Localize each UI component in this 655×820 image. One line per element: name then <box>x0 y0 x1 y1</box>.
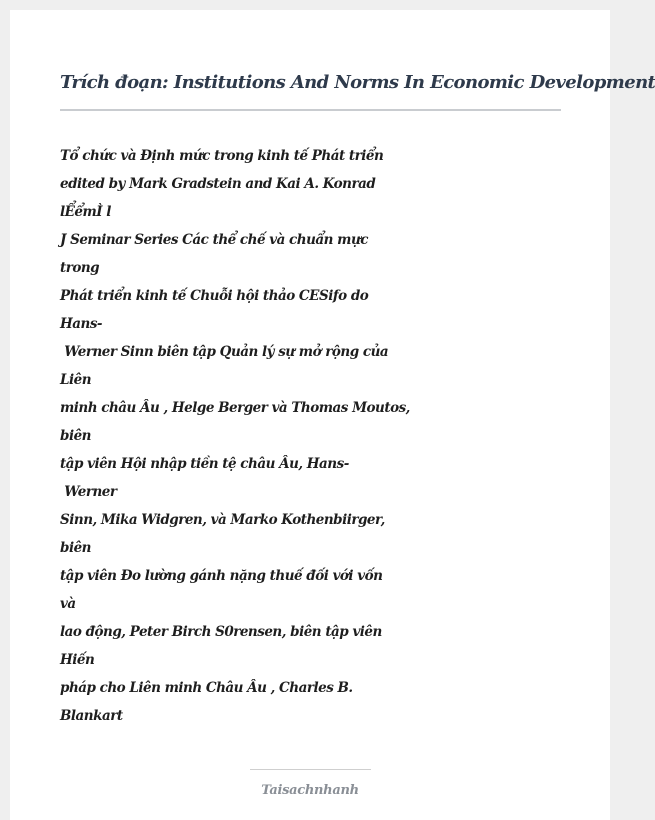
text-line: biên <box>60 540 91 556</box>
text-line: J Seminar Series Các thể chế và chuẩn mực <box>60 232 368 248</box>
text-line: lao động, Peter Birch S0rensen, biên tập viên <box>60 624 382 640</box>
text-line: Hiến <box>60 652 95 668</box>
text-line: Phát triển kinh tế Chuỗi hội thảo CESifo do <box>60 288 369 304</box>
text-line: Blankart <box>60 708 123 724</box>
page-title: Trích đoạn: Institutions And Norms In Economic Development <box>60 72 655 93</box>
text-line: Sinn, Mika Widgren, và Marko Kothenbiirger, <box>60 512 385 528</box>
text-line: minh châu Âu , Helge Berger và Thomas Moutos, <box>60 400 410 416</box>
text-line: biên <box>60 428 91 444</box>
text-line: lỂểmÌ l <box>60 204 111 220</box>
text-line: tập viên Hội nhập tiền tệ châu Âu, Hans- <box>60 456 349 472</box>
text-line: tập viên Đo lường gánh nặng thuế đối với vốn <box>60 568 383 584</box>
text-line: pháp cho Liên minh Châu Âu , Charles B. <box>60 680 353 696</box>
title-divider <box>60 109 561 111</box>
text-line: Tổ chức và Định mức trong kinh tế Phát triển <box>60 148 384 164</box>
text-line: trong <box>60 260 100 276</box>
text-line: Hans- <box>60 316 103 332</box>
footer-divider <box>250 769 371 770</box>
footer-brand: Taisachnhanh <box>261 783 359 798</box>
text-line: Werner Sinn biên tập Quản lý sự mở rộng của <box>60 344 389 360</box>
document-body <box>60 142 560 730</box>
text-line: Werner <box>60 484 117 500</box>
text-line: Liên <box>60 372 92 388</box>
text-line: edited by Mark Gradstein and Kai A. Konrad <box>60 176 376 192</box>
text-line: và <box>60 596 76 612</box>
document-page <box>10 10 655 820</box>
